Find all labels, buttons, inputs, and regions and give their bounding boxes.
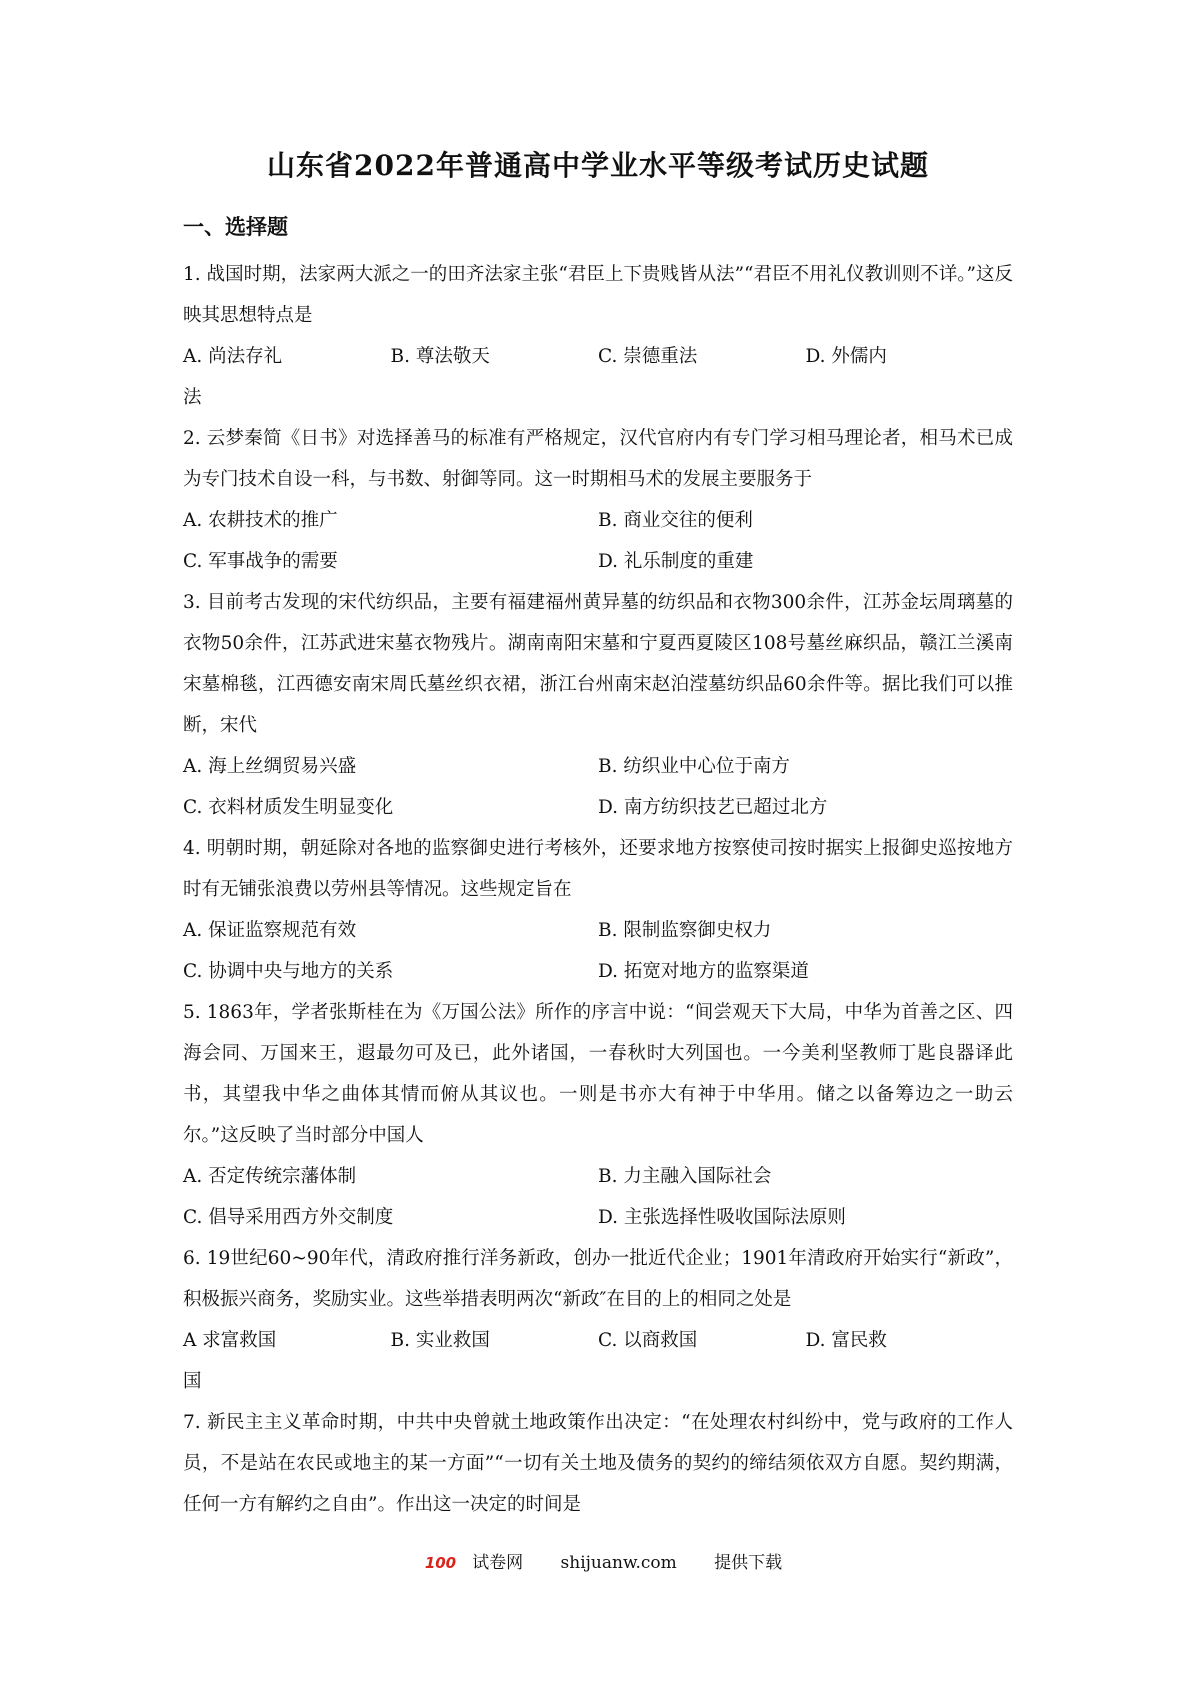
question-6 [183,1238,1013,1402]
option-a: A. 尚法存礼 [183,346,283,367]
site-logo: 100 [424,1554,457,1572]
question-5 [183,992,1013,1238]
question-stem: 2. 云梦秦简《日书》对选择善马的标准有严格规定，汉代官府内有专门学习相马理论者，相马术已成为专门技术自设一科，与书数、射御等同。这一时期相马术的发展主要服务于 [183,428,1013,490]
exam-page [183,140,1013,1525]
question-stem: 7. 新民主主义革命时期，中共中央曾就土地政策作出决定：“在处理农村纠纷中，党与政府的工作人员，不是站在农民或地主的某一方面”“一切有关土地及债务的契约的缔结须依双方自愿。契约期满，任何一方有解约之自由”。作出这一决定的时间是 [183,1412,1013,1515]
footer-brand[interactable] [409,1553,523,1573]
option-d: D. 外儒内 [805,346,887,367]
option-b: B. 尊法敬天 [390,346,490,367]
option-c: C. 军事战争的需要 [183,551,338,572]
option-c: C. 协调中央与地方的关系 [183,961,394,982]
question-stem: 4. 明朝时期，朝延除对各地的监察御史进行考核外，还要求地方按察使司按时据实上报御史巡按地方时有无铺张浪费以劳州县等情况。这些规定旨在 [183,838,1013,900]
options [183,746,1013,828]
question-stem: 1. 战国时期，法家两大派之一的田齐法家主张“君臣上下贵贱皆从法”“君臣不用礼仪教训则不详。”这反映其思想特点是 [183,264,1013,326]
page-title: 山东省2022年普通高中学业水平等级考试历史试题 [267,149,929,182]
option-c: C. 以商救国 [598,1330,698,1351]
option-a: A 求富救国 [183,1330,277,1351]
question-7 [183,1402,1013,1525]
option-d-wrap: 法 [183,387,202,408]
option-d: D. 拓宽对地方的监察渠道 [598,961,809,982]
option-a: A. 否定传统宗藩体制 [183,1166,357,1187]
question-stem: 6. 19世纪60~90年代，清政府推行洋务新政，创办一批近代企业；1901年清政府开始实行“新政”，积极振兴商务，奖励实业。这些举措表明两次“新政″在目的上的相同之处是 [183,1248,1013,1310]
options [183,1156,1013,1238]
option-d: D. 南方纺织技艺已超过北方 [598,797,828,818]
option-b: B. 商业交往的便利 [598,510,753,531]
option-b: B. 纺织业中心位于南方 [598,756,790,777]
section-heading: 一、选择题 [183,214,288,239]
options [183,910,1013,992]
option-d: D. 富民救 [805,1330,887,1351]
question-stem: 5. 1863年，学者张斯桂在为《万国公法》所作的序言中说：“间尝观天下大局，中华为首善之区、四海会同、万国来王，遐最勿可及已，此外诸国，一春秋时大列国也。一今美利坚教师丁匙良器译此书，其望我中华之曲体其情而俯从其议也。一则是书亦大有神于中华用。储之以备筹边之一助云尔。”这反映了当时部分中国人 [183,1002,1013,1146]
options [183,1320,1013,1402]
option-d-wrap: 国 [183,1371,202,1392]
option-d: D. 礼乐制度的重建 [598,551,754,572]
site-name: 试卷网 [472,1553,524,1573]
footer-domain[interactable]: shijuanw.com [560,1553,677,1573]
options [183,336,1013,418]
option-b: B. 力主融入国际社会 [598,1166,772,1187]
question-1 [183,254,1013,418]
option-a: A. 海上丝绸贸易兴盛 [183,756,357,777]
option-c: C. 衣料材质发生明显变化 [183,797,394,818]
question-4 [183,828,1013,992]
options [183,500,1013,582]
page-footer [0,1548,1191,1573]
question-3 [183,582,1013,828]
option-d: D. 主张选择性吸收国际法原则 [598,1207,846,1228]
option-c: C. 倡导采用西方外交制度 [183,1207,394,1228]
option-b: B. 实业救国 [390,1330,490,1351]
option-c: C. 崇德重法 [598,346,698,367]
option-a: A. 保证监察规范有效 [183,920,357,941]
footer-note: 提供下载 [714,1553,783,1573]
question-2 [183,418,1013,582]
option-a: A. 农耕技术的推广 [183,510,338,531]
option-b: B. 限制监察御史权力 [598,920,772,941]
question-stem: 3. 目前考古发现的宋代纺织品，主要有福建福州黄异墓的纺织品和衣物300余件，江苏金坛周璃墓的衣物50余件，江苏武进宋墓衣物残片。湖南南阳宋墓和宁夏西夏陵区108号墓丝麻织品，赣江兰溪南宋墓棉毯，江西德安南宋周氏墓丝织衣裙，浙江台州南宋赵泊滢墓纺织品60余件等。据比我们可以推断，宋代 [183,592,1013,736]
